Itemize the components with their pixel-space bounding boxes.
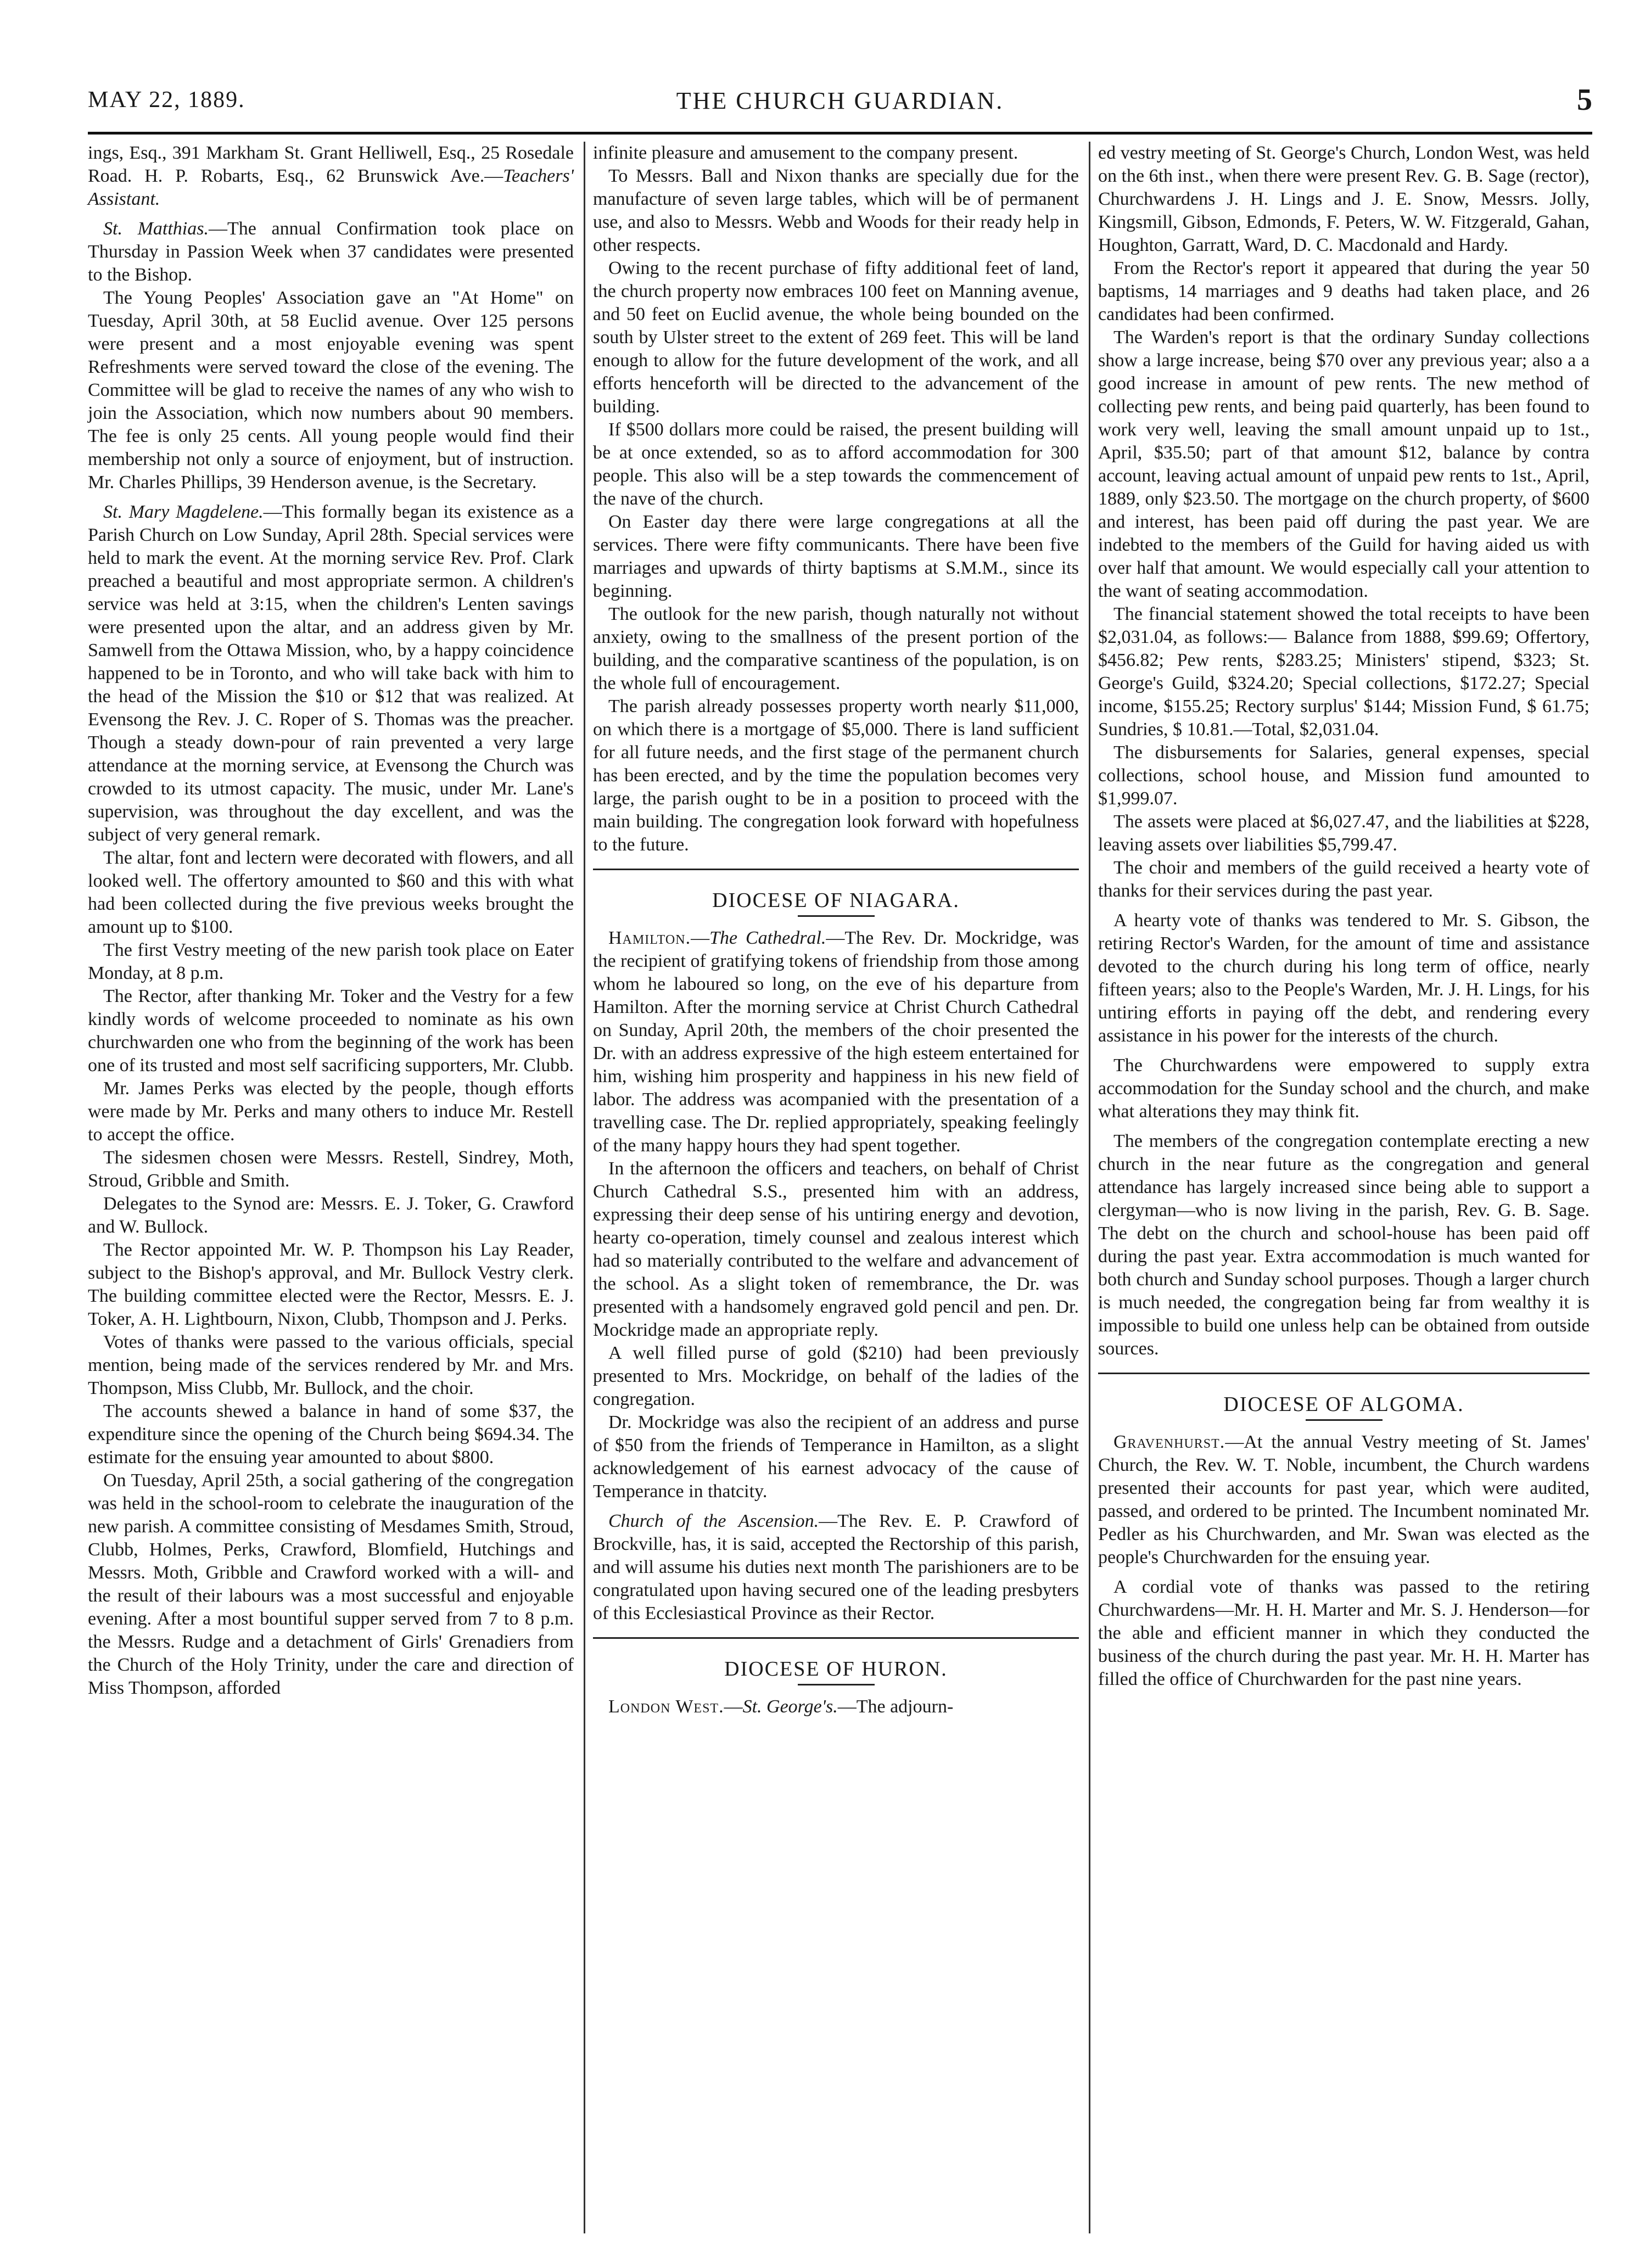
paragraph: The disbursements for Salaries, general expenses, special collections, school house, and Mission fund amounted to $1,999.07. [1098, 742, 1590, 809]
column-2 [593, 142, 1079, 1718]
paragraph: The financial statement showed the total receipts to have been $2,031.04, as follows:— Balance from 1888, $99.69; Offertory, $456.82; Pew rents, $283.25; Ministers' stipend, $323; St. George's Guild, $324.20; Special collections, $172.27; Special income, $155.25; Rectory surplus' $144; Mission Fund, $ 61.75; Sundries, $ 10.81.—Total, $2,031.04. [1098, 604, 1590, 740]
parish-name: St. Matthias. [103, 219, 209, 239]
paragraph: A cordial vote of thanks was passed to the retiring Churchwardens—Mr. H. H. Marter and Mr. S. J. Henderson—for the able and efficient manner in which they conducted the business of the church during the past year. Mr. H. H. Marter has filled the office of Churchwarden for the past nine years. [1098, 1577, 1590, 1689]
paragraph: Gravenhurst.—At the annual Vestry meeting of St. James' Church, the Rev. W. T. Noble, incumbent, the Church wardens presented their accounts for past year, which were audited, passed, and ordered to be printed. The Incumbent nominated Mr. Pedler as his Churchwarden, and Mr. Swan was elected as the people's Churchwarden for the ensuing year. [1098, 1432, 1590, 1567]
heading-rule [1306, 1419, 1383, 1421]
paragraph: The sidesmen chosen were Messrs. Restell, Sindrey, Moth, Stroud, Gribble and Smith. [88, 1147, 574, 1191]
paragraph: Owing to the recent purchase of fifty additional feet of land, the church property now embraces 100 feet on Manning avenue, and 50 feet on Euclid avenue, the whole being bounded on the south by Ulster street to the extent of 269 feet. This will be land enough to allow for the future development of the work, and all efforts henceforth will be directed to the advancement of the building. [593, 258, 1079, 417]
paragraph: The parish already possesses property worth nearly $11,000, on which there is a mortgage of $5,000. There is land sufficient for all future needs, and the first stage of the permanent church has been erected, and by the time the population becomes very large, the parish ought to be in a position to proceed with the main building. The congregation look forward with hopefulness to the future. [593, 696, 1079, 855]
paragraph: St. Matthias.—The annual Confirmation took place on Thursday in Passion Week when 37 candidates were presented to the Bishop. [88, 219, 574, 285]
place-name: Hamilton. [608, 928, 691, 948]
parish-name: Church of the Ascension. [608, 1511, 819, 1531]
paragraph: The assets were placed at $6,027.47, and the liabilities at $228, leaving assets over liabilities $5,799.47. [1098, 811, 1590, 855]
column-divider [584, 142, 585, 2233]
paragraph: From the Rector's report it appeared that during the year 50 baptisms, 14 marriages and 9 deaths had taken place, and 26 candidates had been confirmed. [1098, 258, 1590, 324]
paragraph: Delegates to the Synod are: Messrs. E. J. Toker, G. Crawford and W. Bullock. [88, 1194, 574, 1237]
paragraph: infinite pleasure and amusement to the company present. [593, 143, 1018, 163]
column-1 [88, 142, 574, 1700]
paragraph: The first Vestry meeting of the new parish took place on Eater Monday, at 8 p.m. [88, 940, 574, 983]
paragraph: ings, Esq., 391 Markham St. Grant Helliwell, Esq., 25 Rosedale Road. H. P. Robarts, Esq., 62 Brunswick Ave.—Teachers' Assistant. [88, 143, 574, 209]
paragraph: The Young Peoples' Association gave an "At Home" on Tuesday, April 30th, at 58 Euclid avenue. Over 125 persons were present and a most enjoyable evening was spent Refreshments were served toward the close of the evening. The Committee will be glad to receive the names of any who wish to join the Association, which now numbers about 90 members. The fee is only 25 cents. All young people would find their membership not only a source of enjoyment, but of instruction. Mr. Charles Phillips, 39 Henderson avenue, is the Secretary. [88, 288, 574, 492]
column-3 [1098, 142, 1590, 1691]
paragraph: The altar, font and lectern were decorated with flowers, and all looked well. The offertory amounted to $60 and this with what had been collected during the five previous weeks brought the amount up to $100. [88, 848, 574, 937]
column-divider [1089, 142, 1090, 2233]
paragraph: On Tuesday, April 25th, a social gathering of the congregation was held in the school-room to celebrate the inauguration of the new parish. A committee consisting of Mesdames Smith, Stroud, Clubb, Holmes, Perks, Crawford, Blomfield, Hutchings and Messrs. Moth, Gribble and Crawford worked with a will- and the result of their labours was a most successful and enjoyable evening. After a most bountiful supper served from 7 to 8 p.m. the Messrs. Rudge and a detachment of Girls' Grenadiers from the Church of the Holy Trinity, under the care and direction of Miss Thompson, afforded [88, 1470, 574, 1698]
paragraph: Dr. Mockridge was also the recipient of an address and purse of $50 from the friends of Temperance in Hamilton, as a slight acknowledgement of his earnest advocacy of the cause of Temperance in thatcity. [593, 1412, 1079, 1502]
heading-rule [798, 1684, 875, 1685]
paragraph: Church of the Ascension.—The Rev. E. P. Crawford of Brockville, has, it is said, accepted the Rectorship of this parish, and will assume his duties next month The parishioners are to be congratulated upon having secured one of the leading presbyters of this Ecclesiastical Province as their Rector. [593, 1511, 1079, 1623]
section-divider [593, 1637, 1079, 1639]
paragraph: ed vestry meeting of St. George's Church, London West, was held on the 6th inst., when there were present Rev. G. B. Sage (rector), Churchwardens J. H. Lings and J. E. Snow, Messrs. Jolly, Kingsmill, Gibson, Edmonds, F. Peters, W. W. Fitzgerald, Gahan, Houghton, Garratt, Ward, D. C. Macdonald and Hardy. [1098, 143, 1590, 255]
paragraph: The choir and members of the guild received a hearty vote of thanks for their services during the past year. [1098, 858, 1590, 901]
header-rule [88, 132, 1592, 135]
section-divider [593, 869, 1079, 870]
paragraph: The outlook for the new parish, though naturally not without anxiety, owing to the smallness of the present portion of the building, and the comparative scantiness of the population, is on the whole full of encouragement. [593, 604, 1079, 693]
paragraph: The members of the congregation contemplate erecting a new church in the near future as the congregation and general attendance has largely increased since being able to support a clergyman—who is now living in the parish, Rev. G. B. Sage. The debt on the church and school-house has been paid off during the past year. Extra accommodation is much wanted for both church and Sunday school purposes. Though a larger church is much needed, the congregation being far from wealthy it is impossible to build one unless help can be obtained from outside sources. [1098, 1131, 1590, 1359]
place-name: Gravenhurst. [1113, 1432, 1225, 1452]
section-heading-huron: DIOCESE OF HURON. [724, 1657, 948, 1681]
section-heading-niagara: DIOCESE OF NIAGARA. [712, 889, 960, 912]
page-number: 5 [1577, 83, 1592, 117]
parish-name: St. Mary Magdelene. [103, 502, 264, 522]
paragraph: Hamilton.—The Cathedral.—The Rev. Dr. Mockridge, was the recipient of gratifying tokens of friendship from those among whom he laboured so long, on the eve of his departure from Hamilton. After the morning service at Christ Church Cathedral on Sunday, April 20th, the members of the choir presented the Dr. with an address expressive of the high esteem entertained for him, wishing him prosperity and happiness in his new field of labor. The address was acompanied with the presentation of a travelling case. The Dr. replied appropriately, speaking feelingly of the many happy hours they had spent together. [593, 928, 1079, 1156]
newspaper-title: THE CHURCH GUARDIAN. [676, 87, 1004, 114]
paragraph: The accounts shewed a balance in hand of some $37, the expenditure since the opening of the Church being $694.34. The estimate for the ensuing year amounted to about $800. [88, 1401, 574, 1468]
paragraph: On Easter day there were large congregations at all the services. There were fifty communicants. There have been five marriages and upwards of thirty baptisms at S.M.M., since its beginning. [593, 512, 1079, 601]
paragraph: London West.—St. George's.—The adjourn- [608, 1696, 954, 1717]
paragraph: In the afternoon the officers and teachers, on behalf of Christ Church Cathedral S.S., presented him with an address, expressing their deep sense of his untiring energy and devotion, hearty co-operation, timely counsel and zealous interest which had so materially contributed to the welfare and advancement of the school. As a slight token of remembrance, the Dr. was presented with a handsomely engraved gold pencil and pen. Dr. Mockridge made an appropriate reply. [593, 1158, 1079, 1340]
paragraph: The Warden's report is that the ordinary Sunday collections show a large increase, being $70 over any previous year; also a a good increase in amount of pew rents. The new method of collecting pew rents, and being paid quarterly, has been found to work very well, leaving the small amount unpaid up to 1st., April, $35.50; part of that amount $12, balance by contra account, leaving actual amount of unpaid pew rents to 1st., April, 1889, only $23.50. The mortgage on the church property, of $600 and interest, has been paid off during the past year. We are indebted to the members of the Guild for having aided us with over half that amount. We would especially call your attention to the want of seating accommodation. [1098, 327, 1590, 601]
paragraph: A hearty vote of thanks was tendered to Mr. S. Gibson, the retiring Rector's Warden, for the amount of time and assistance devoted to the church during his long term of office, nearly fifteen years; also to the People's Warden, Mr. J. H. Lings, for his untiring efforts in paying off the debt, and rendering every assistance in his power for the interests of the church. [1098, 910, 1590, 1046]
place-name: London West. [608, 1696, 724, 1717]
paragraph: Votes of thanks were passed to the various officials, special mention, being made of the services rendered by Mr. and Mrs. Thompson, Miss Clubb, Mr. Bullock, and the choir. [88, 1332, 574, 1398]
paragraph: The Rector appointed Mr. W. P. Thompson his Lay Reader, subject to the Bishop's approval, and Mr. Bullock Vestry clerk. The building committee elected were the Rector, Messrs. E. J. Toker, A. H. Lightbourn, Nixon, Clubb, Thompson and J. Perks. [88, 1240, 574, 1329]
paragraph: If $500 dollars more could be raised, the present building will be at once extended, so as to afford accommodation for 300 people. This also will be a step towards the commencement of the nave of the church. [593, 419, 1079, 509]
paragraph: Mr. James Perks was elected by the people, though efforts were made by Mr. Perks and many others to induce Mr. Restell to accept the office. [88, 1078, 574, 1145]
paragraph: The Rector, after thanking Mr. Toker and the Vestry for a few kindly words of welcome proceeded to nominate as his own churchwarden one who from the beginning of the work has been one of its trusted and most self sacrificing supporters, Mr. Clubb. [88, 986, 574, 1076]
section-heading-algoma: DIOCESE OF ALGOMA. [1223, 1393, 1464, 1416]
section-divider [1098, 1373, 1590, 1374]
heading-rule [798, 915, 875, 917]
page-header [88, 82, 1592, 121]
issue-date: MAY 22, 1889. [88, 87, 245, 113]
paragraph: The Churchwardens were empowered to supply extra accommodation for the Sunday school and the church, and make what alterations they may think fit. [1098, 1055, 1590, 1122]
paragraph: To Messrs. Ball and Nixon thanks are specially due for the manufacture of seven large tables, which will be of permanent use, and also to Messrs. Webb and Woods for their ready help in other respects. [593, 166, 1079, 255]
paragraph: A well filled purse of gold ($210) had been previously presented to Mrs. Mockridge, on behalf of the ladies of the congregation. [593, 1343, 1079, 1409]
paragraph: St. Mary Magdelene.—This formally began its existence as a Parish Church on Low Sunday, April 28th. Special services were held to mark the event. At the morning service Rev. Prof. Clark preached a beautiful and most appropriate sermon. A children's service was held at 3:15, when the children's Lenten savings were presented upon the altar, and an address given by Mr. Samwell from the Ottawa Mission, who, by a happy coincidence happened to be in Toronto, and who will take back with him to the head of the Mission the $10 or $12 that was realized. At Evensong the Rev. J. C. Roper of S. Thomas was the preacher. Though a steady down-pour of rain prevented a very large attendance at the morning service, at Evensong the Church was crowded to its utmost capacity. The music, under Mr. Lane's supervision, was throughout the day excellent, and was the subject of very general remark. [88, 502, 574, 845]
